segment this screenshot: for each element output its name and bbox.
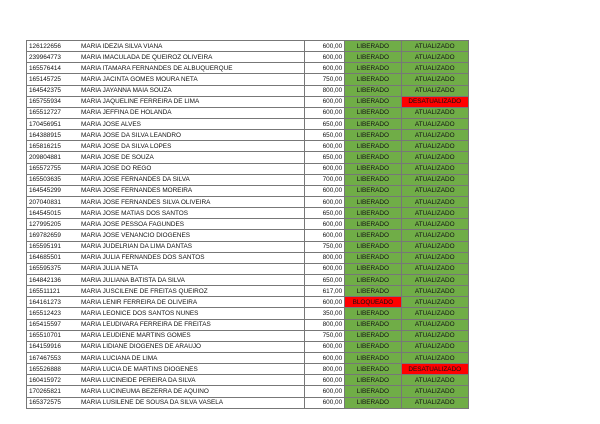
record-id: 164545299 — [29, 187, 61, 195]
id-name-cell[interactable] — [27, 386, 305, 397]
record-id: 165576414 — [29, 64, 61, 72]
person-name: MARIA JULIA NETA — [81, 265, 139, 273]
record-id: 165512423 — [29, 309, 61, 317]
table-row — [27, 52, 469, 63]
person-name: MARIA JUDELRIAN DA LIMA DANTAS — [81, 243, 193, 251]
record-id: 165512727 — [29, 109, 61, 117]
update-cell[interactable]: ATUALIZADO — [401, 208, 468, 219]
person-name: MARIA JOSE DE SOUZA — [81, 153, 154, 161]
update-cell[interactable]: ATUALIZADO — [401, 263, 468, 274]
status-cell[interactable]: LIBERADO — [345, 163, 401, 174]
record-id: 165415597 — [29, 321, 61, 329]
table-row — [27, 341, 469, 352]
record-id: 164545015 — [29, 209, 61, 217]
update-cell[interactable]: ATUALIZADO — [401, 74, 468, 85]
table-row — [27, 219, 469, 230]
id-name-cell[interactable] — [27, 118, 305, 129]
id-name-cell[interactable] — [27, 263, 305, 274]
table-row — [27, 174, 469, 185]
person-name: MARIA JOSE DA SILVA LEANDRO — [81, 131, 181, 139]
table-row — [27, 196, 469, 207]
record-id: 160415972 — [29, 376, 61, 384]
table-row — [27, 208, 469, 219]
record-id: 165755934 — [29, 98, 61, 106]
person-name: MARIA JOSE DO REGO — [81, 165, 152, 173]
update-cell[interactable]: ATUALIZADO — [401, 341, 468, 352]
status-cell[interactable]: LIBERADO — [345, 185, 401, 196]
update-cell[interactable]: ATUALIZADO — [401, 241, 468, 252]
table-row — [27, 152, 469, 163]
status-cell[interactable]: LIBERADO — [345, 118, 401, 129]
value-cell[interactable]: 800,00 — [304, 85, 344, 96]
value-cell[interactable]: 600,00 — [304, 52, 344, 63]
status-cell[interactable]: LIBERADO — [345, 263, 401, 274]
id-name-cell[interactable] — [27, 74, 305, 85]
id-name-cell[interactable] — [27, 319, 305, 330]
id-name-cell[interactable] — [27, 196, 305, 207]
status-cell[interactable]: BLOQUEADO — [345, 297, 401, 308]
value-cell[interactable]: 600,00 — [304, 141, 344, 152]
table-row — [27, 241, 469, 252]
person-name: MARIA IDEZIA SILVA VIANA — [81, 42, 163, 50]
id-name-cell[interactable] — [27, 130, 305, 141]
value-cell[interactable]: 750,00 — [304, 241, 344, 252]
value-cell[interactable]: 650,00 — [304, 208, 344, 219]
id-name-cell[interactable] — [27, 286, 305, 297]
update-cell[interactable]: ATUALIZADO — [401, 118, 468, 129]
id-name-cell[interactable] — [27, 52, 305, 63]
id-name-cell[interactable] — [27, 152, 305, 163]
person-name: MARIA JOSE DA SILVA LOPES — [81, 142, 172, 150]
id-name-cell[interactable] — [27, 141, 305, 152]
id-name-cell[interactable] — [27, 352, 305, 363]
table-body — [27, 41, 469, 409]
id-name-cell[interactable] — [27, 252, 305, 263]
person-name: MARIA JOSE FERNANDES MOREIRA — [81, 187, 193, 195]
update-cell[interactable]: ATUALIZADO — [401, 319, 468, 330]
value-cell[interactable]: 600,00 — [304, 63, 344, 74]
table-row — [27, 286, 469, 297]
id-name-cell[interactable] — [27, 330, 305, 341]
status-cell[interactable]: LIBERADO — [345, 208, 401, 219]
status-cell[interactable]: LIBERADO — [345, 274, 401, 285]
status-cell[interactable]: LIBERADO — [345, 386, 401, 397]
spreadsheet-table — [26, 40, 469, 409]
value-cell[interactable]: 800,00 — [304, 319, 344, 330]
record-id: 165510701 — [29, 332, 61, 340]
update-cell[interactable]: ATUALIZADO — [401, 230, 468, 241]
record-id: 164159916 — [29, 343, 61, 351]
record-id: 165372575 — [29, 399, 61, 407]
update-cell[interactable]: ATUALIZADO — [401, 163, 468, 174]
person-name: MARIA LUCINEUMA BEZERRA DE AQUINO — [81, 387, 209, 395]
status-cell[interactable]: LIBERADO — [345, 107, 401, 118]
status-cell[interactable]: LIBERADO — [345, 74, 401, 85]
update-cell[interactable]: DESATUALIZADO — [401, 96, 468, 107]
table-row — [27, 252, 469, 263]
table-row — [27, 118, 469, 129]
table-row — [27, 274, 469, 285]
id-name-cell[interactable] — [27, 41, 305, 52]
table-row — [27, 41, 469, 52]
person-name: MARIA JACINTA GOMES MOURA NETA — [81, 75, 198, 83]
person-name: MARIA LUSILENE DE SOUSA DA SILVA VASELA — [81, 399, 224, 407]
status-cell[interactable]: LIBERADO — [345, 96, 401, 107]
table-row — [27, 85, 469, 96]
update-cell[interactable]: ATUALIZADO — [401, 63, 468, 74]
record-id: 165503635 — [29, 176, 61, 184]
record-id: 164685501 — [29, 254, 61, 262]
table-row — [27, 263, 469, 274]
status-cell[interactable]: LIBERADO — [345, 364, 401, 375]
table-row — [27, 308, 469, 319]
value-cell[interactable]: 750,00 — [304, 74, 344, 85]
record-id: 165816215 — [29, 142, 61, 150]
status-cell[interactable]: LIBERADO — [345, 63, 401, 74]
status-cell[interactable]: LIBERADO — [345, 341, 401, 352]
id-name-cell[interactable] — [27, 308, 305, 319]
value-cell[interactable]: 600,00 — [304, 375, 344, 386]
person-name: MARIA JAYANNA MAIA SOUZA — [81, 87, 172, 95]
table-row — [27, 297, 469, 308]
status-cell[interactable]: LIBERADO — [345, 174, 401, 185]
record-id: 165511121 — [29, 287, 61, 295]
table-row — [27, 141, 469, 152]
record-id: 164161273 — [29, 298, 61, 306]
id-name-cell[interactable] — [27, 107, 305, 118]
record-id: 165526888 — [29, 365, 61, 373]
status-cell[interactable]: LIBERADO — [345, 241, 401, 252]
id-name-cell[interactable] — [27, 63, 305, 74]
table-row — [27, 185, 469, 196]
status-cell[interactable]: LIBERADO — [345, 130, 401, 141]
status-cell[interactable]: LIBERADO — [345, 352, 401, 363]
id-name-cell[interactable] — [27, 341, 305, 352]
value-cell[interactable]: 600,00 — [304, 230, 344, 241]
value-cell[interactable]: 600,00 — [304, 107, 344, 118]
update-cell[interactable]: ATUALIZADO — [401, 308, 468, 319]
status-cell[interactable]: LIBERADO — [345, 319, 401, 330]
person-name: MARIA JEFFINA DE HOLANDA — [81, 109, 172, 117]
person-name: MARIA LEUDIVARA FERREIRA DE FREITAS — [81, 321, 211, 329]
table-row — [27, 386, 469, 397]
id-name-cell[interactable] — [27, 185, 305, 196]
update-cell[interactable]: ATUALIZADO — [401, 152, 468, 163]
status-cell[interactable]: LIBERADO — [345, 397, 401, 408]
value-cell[interactable]: 800,00 — [304, 252, 344, 263]
id-name-cell[interactable] — [27, 274, 305, 285]
table-row — [27, 375, 469, 386]
record-id: 207040831 — [29, 198, 61, 206]
person-name: MARIA JOSE ALVES — [81, 120, 141, 128]
status-cell[interactable]: LIBERADO — [345, 52, 401, 63]
id-name-cell[interactable] — [27, 219, 305, 230]
person-name: MARIA LUCINEIDE PEREIRA DA SILVA — [81, 376, 196, 384]
value-cell[interactable]: 600,00 — [304, 41, 344, 52]
status-cell[interactable]: LIBERADO — [345, 375, 401, 386]
person-name: MARIA IMACULADA DE QUEIROZ OLIVEIRA — [81, 53, 213, 61]
update-cell[interactable]: ATUALIZADO — [401, 386, 468, 397]
value-cell[interactable]: 650,00 — [304, 130, 344, 141]
value-cell[interactable]: 650,00 — [304, 118, 344, 129]
update-cell[interactable]: ATUALIZADO — [401, 130, 468, 141]
update-cell[interactable]: ATUALIZADO — [401, 286, 468, 297]
record-id: 164388915 — [29, 131, 61, 139]
value-cell[interactable]: 600,00 — [304, 341, 344, 352]
id-name-cell[interactable] — [27, 397, 305, 408]
person-name: MARIA JOSE MATIAS DOS SANTOS — [81, 209, 189, 217]
update-cell[interactable]: ATUALIZADO — [401, 52, 468, 63]
status-cell[interactable]: LIBERADO — [345, 41, 401, 52]
id-name-cell[interactable] — [27, 96, 305, 107]
record-id: 209804881 — [29, 153, 61, 161]
value-cell[interactable]: 600,00 — [304, 96, 344, 107]
update-cell[interactable]: ATUALIZADO — [401, 274, 468, 285]
id-name-cell[interactable] — [27, 230, 305, 241]
record-id: 239964773 — [29, 53, 61, 61]
update-cell[interactable]: ATUALIZADO — [401, 196, 468, 207]
person-name: MARIA JOSE FERNANDES DA SILVA — [81, 176, 190, 184]
update-cell[interactable]: ATUALIZADO — [401, 141, 468, 152]
record-id: 165145725 — [29, 75, 61, 83]
record-id: 165572755 — [29, 165, 61, 173]
value-cell[interactable]: 600,00 — [304, 196, 344, 207]
update-cell[interactable]: ATUALIZADO — [401, 252, 468, 263]
value-cell[interactable]: 650,00 — [304, 274, 344, 285]
id-name-cell[interactable] — [27, 241, 305, 252]
status-cell[interactable]: LIBERADO — [345, 286, 401, 297]
record-id: 127995205 — [29, 220, 61, 228]
person-name: MARIA JULIA FERNANDES DOS SANTOS — [81, 254, 205, 262]
update-cell[interactable]: ATUALIZADO — [401, 352, 468, 363]
person-name: MARIA LEUDIENE MARTINS GOMES — [81, 332, 191, 340]
update-cell[interactable]: ATUALIZADO — [401, 107, 468, 118]
person-name: MARIA LEONICE DOS SANTOS NUNES — [81, 309, 199, 317]
status-cell[interactable]: LIBERADO — [345, 141, 401, 152]
update-cell[interactable]: DESATUALIZADO — [401, 364, 468, 375]
table-row — [27, 96, 469, 107]
table-row — [27, 163, 469, 174]
table-row — [27, 352, 469, 363]
update-cell[interactable]: ATUALIZADO — [401, 397, 468, 408]
update-cell[interactable]: ATUALIZADO — [401, 41, 468, 52]
table-row — [27, 397, 469, 408]
status-cell[interactable]: LIBERADO — [345, 252, 401, 263]
person-name: MARIA JULIANA BATISTA DA SILVA — [81, 276, 185, 284]
value-cell[interactable]: 350,00 — [304, 308, 344, 319]
id-name-cell[interactable] — [27, 297, 305, 308]
status-cell[interactable]: LIBERADO — [345, 152, 401, 163]
value-cell[interactable]: 600,00 — [304, 263, 344, 274]
person-name: MARIA JOSE FERNANDES SILVA OLIVEIRA — [81, 198, 211, 206]
update-cell[interactable]: ATUALIZADO — [401, 375, 468, 386]
table-row — [27, 230, 469, 241]
status-cell[interactable]: LIBERADO — [345, 330, 401, 341]
table-row — [27, 319, 469, 330]
table-row — [27, 63, 469, 74]
value-cell[interactable]: 750,00 — [304, 330, 344, 341]
table-row — [27, 107, 469, 118]
person-name: MARIA JAQUELINE FERREIRA DE LIMA — [81, 98, 200, 106]
update-cell[interactable]: ATUALIZADO — [401, 174, 468, 185]
id-name-cell[interactable] — [27, 208, 305, 219]
update-cell[interactable]: ATUALIZADO — [401, 185, 468, 196]
id-name-cell[interactable] — [27, 174, 305, 185]
value-cell[interactable]: 600,00 — [304, 185, 344, 196]
person-name: MARIA LIDIANE DIOGENES DE ARAUJO — [81, 343, 202, 351]
status-cell[interactable]: LIBERADO — [345, 230, 401, 241]
id-name-cell[interactable] — [27, 364, 305, 375]
id-name-cell[interactable] — [27, 85, 305, 96]
value-cell[interactable]: 600,00 — [304, 219, 344, 230]
table-row — [27, 330, 469, 341]
person-name: MARIA LENIR FERREIRA DE OLIVEIRA — [81, 298, 198, 306]
value-cell[interactable]: 600,00 — [304, 352, 344, 363]
table-row — [27, 364, 469, 375]
status-cell[interactable]: LIBERADO — [345, 219, 401, 230]
person-name: MARIA LUCIANA DE LIMA — [81, 354, 158, 362]
record-id: 165595375 — [29, 265, 61, 273]
record-id: 164542375 — [29, 87, 61, 95]
status-cell[interactable]: LIBERADO — [345, 308, 401, 319]
value-cell[interactable]: 800,00 — [304, 364, 344, 375]
record-id: 169782659 — [29, 231, 61, 239]
person-name: MARIA ITAMARA FERNANDES DE ALBUQUERQUE — [81, 64, 233, 72]
value-cell[interactable]: 600,00 — [304, 297, 344, 308]
record-id: 165595191 — [29, 243, 61, 251]
person-name: MARIA JOSE VENANCIO DIOGENES — [81, 231, 191, 239]
table-row — [27, 74, 469, 85]
update-cell[interactable]: ATUALIZADO — [401, 330, 468, 341]
update-cell[interactable]: ATUALIZADO — [401, 85, 468, 96]
id-name-cell[interactable] — [27, 163, 305, 174]
value-cell[interactable]: 617,00 — [304, 286, 344, 297]
table-row — [27, 130, 469, 141]
update-cell[interactable]: ATUALIZADO — [401, 219, 468, 230]
value-cell[interactable]: 700,00 — [304, 174, 344, 185]
record-id: 126122656 — [29, 42, 61, 50]
person-name: MARIA JOSE PESSOA FAGUNDES — [81, 220, 184, 228]
record-id: 170265821 — [29, 387, 61, 395]
value-cell[interactable]: 600,00 — [304, 163, 344, 174]
record-id: 167467553 — [29, 354, 61, 362]
record-id: 170456951 — [29, 120, 61, 128]
person-name: MARIA LUCIA DE MARTINS DIOGENES — [81, 365, 198, 373]
value-cell[interactable]: 600,00 — [304, 397, 344, 408]
update-cell[interactable]: ATUALIZADO — [401, 297, 468, 308]
value-cell[interactable]: 600,00 — [304, 386, 344, 397]
record-id: 164842136 — [29, 276, 61, 284]
person-name: MARIA JUSCILENE DE FREITAS QUEIROZ — [81, 287, 208, 295]
value-cell[interactable]: 650,00 — [304, 152, 344, 163]
id-name-cell[interactable] — [27, 375, 305, 386]
status-cell[interactable]: LIBERADO — [345, 196, 401, 207]
status-cell[interactable]: LIBERADO — [345, 85, 401, 96]
